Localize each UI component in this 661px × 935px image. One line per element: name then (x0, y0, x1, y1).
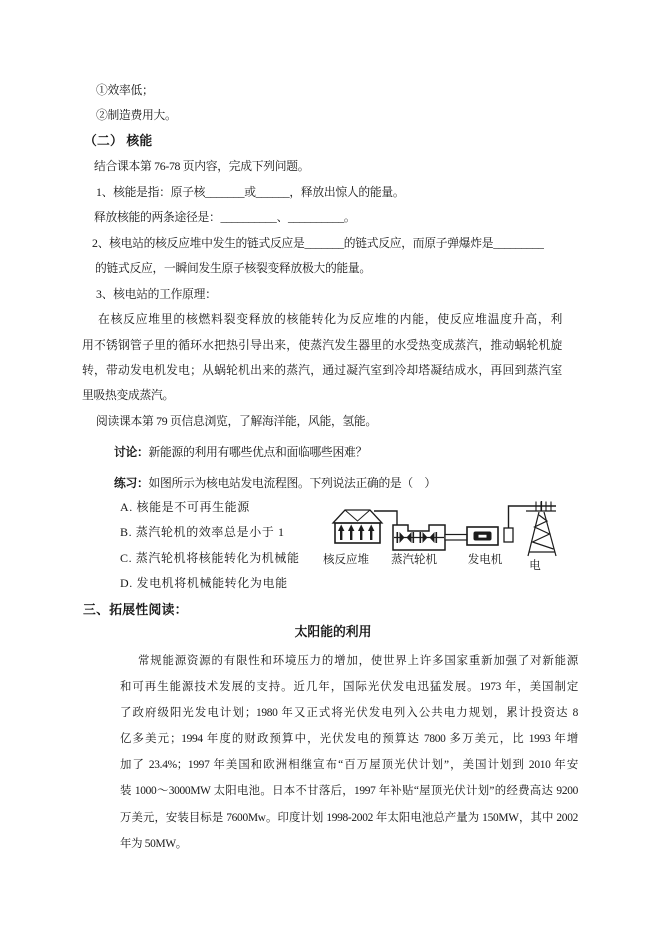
article-line: 加了 23.4%；1997 年美国和欧洲相继宣布“百万屋顶光伏计划”，美国计划到 2010 年安 (120, 759, 578, 772)
section-intro: 结合课本第 76-78 页内容，完成下列问题。 (94, 159, 310, 174)
exercise-line (114, 471, 436, 496)
worksheet-body (82, 78, 562, 434)
discussion-label: 讨论： (114, 445, 149, 459)
power-plant-flow-diagram (315, 500, 575, 576)
article-title: 太阳能的利用 (294, 625, 372, 639)
discussion-text: 新能源的利用有哪些优点和面临哪些困难？ (148, 445, 367, 459)
generator-icon (467, 527, 498, 545)
question-3: 3、核电站的工作原理： (96, 286, 217, 301)
drawback-item-1: ①效率低； (96, 83, 154, 97)
solar-energy-article (120, 648, 578, 857)
exercise-label: 练习： (114, 476, 149, 490)
article-line: 和可再生能源技术发展的支持。近几年，国际光伏发电迅猛发展。1973 年，美国制定 (120, 681, 578, 694)
principle-paragraph-line: 转，带动发电机发电；从蜗轮机出来的蒸汽，通过凝汽室到冷却塔凝结成水，再回到蒸汽室 (82, 362, 562, 377)
option-c: C. 蒸汽轮机将核能转化为机械能 (120, 550, 300, 565)
turbine-icon (393, 525, 445, 550)
article-line: 常规能源资源的有限性和环境压力的增加，使世界上许多国家重新加强了对新能源 (138, 655, 578, 667)
discussion-line (114, 440, 367, 465)
article-line: 万美元，安装目标是 7600Mw。印度计划 1998-2002 年太阳电池总产量为 150MW，其中 2002 (120, 811, 578, 824)
option-d: D. 发电机将机械能转化为电能 (120, 576, 288, 591)
option-b: B. 蒸汽轮机的效率总是小于 1 (120, 525, 285, 540)
principle-paragraph-line: 在核反应堆里的核燃料裂变释放的核能转化为反应堆的内能，使反应堆温度升高，利 (98, 312, 562, 327)
drawback-item-2: ②制造费用大。 (96, 108, 177, 123)
article-line: 了政府级阳光发电计划；1980 年又正式将光伏发电列入公共电力规划，累计投资达 8 (120, 707, 578, 720)
section-heading-extended-reading: 三、拓展性阅读： (83, 603, 188, 617)
turbine-label: 蒸汽轮机 (391, 554, 437, 566)
answer-options (120, 495, 300, 597)
transformer-box (504, 528, 513, 542)
question-2: 2、核电站的核反应堆中发生的链式反应是_______的链式反应，而原子弹爆炸是_________ (92, 235, 544, 250)
question-1-continued: 释放核能的两条途径是：__________、__________。 (94, 210, 356, 225)
question-1: 1、核能是指：原子核_______或______，释放出惊人的能量。 (96, 184, 405, 199)
electricity-label: 电 (529, 560, 541, 572)
article-line: 亿多美元；1994 年度的财政预算中，光伏发电的预算达 7800 多万美元，比 1993 年增 (120, 733, 578, 746)
reading-note: 阅读课本第 79 页信息浏览，了解海洋能，风能，氢能。 (96, 413, 377, 428)
article-line: 装 1000～3000MW 太阳电池。日本不甘落后，1997 年补贴“屋顶光伏计划”的经费高达 9200 (120, 785, 578, 798)
reactor-icon (333, 510, 382, 543)
reactor-label: 核反应堆 (323, 554, 369, 566)
article-line: 年为 50MW。 (120, 837, 187, 850)
question-2-continued: 的链式反应，一瞬间发生原子核裂变释放极大的能量。 (95, 261, 371, 276)
exercise-text: 如图所示为核电站发电流程图。下列说法正确的是（ ） (148, 476, 436, 490)
principle-paragraph-line: 用不锈钢管子里的循环水把热引导出来，使蒸汽发生器里的水受热变成蒸汽，推动蜗轮机旋 (82, 337, 562, 352)
generator-label: 发电机 (467, 554, 503, 566)
shaft-coupling (445, 535, 467, 541)
option-a: A. 核能是不可再生能源 (120, 500, 250, 514)
power-wire-line (509, 506, 557, 528)
principle-paragraph-line: 里吸热变成蒸汽。 (82, 388, 174, 403)
transmission-tower-icon (528, 501, 556, 556)
section-heading-nuclear-energy: （二） 核能 (84, 133, 153, 148)
